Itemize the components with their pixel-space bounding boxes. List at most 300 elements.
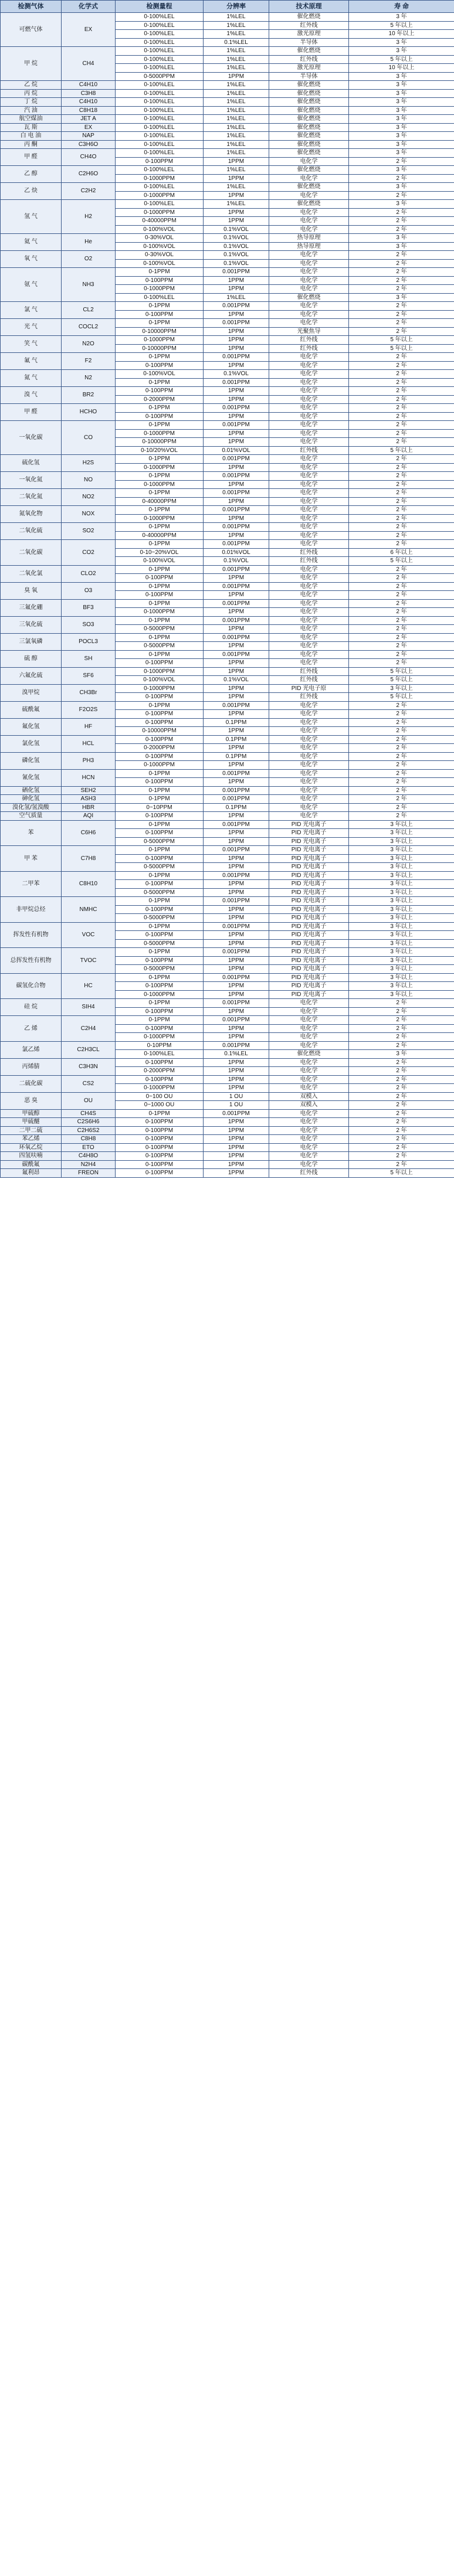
- lifetime-cell: 2 年: [349, 565, 454, 574]
- measuring-range-cell: 0-100PPM: [116, 812, 204, 821]
- lifetime-cell: 2 年: [349, 769, 454, 778]
- measuring-range-cell: 0-1000PPM: [116, 285, 204, 294]
- gas-formula-cell: N2: [62, 370, 116, 387]
- measuring-range-cell: 0-1PPM: [116, 846, 204, 855]
- technology-cell: PID 光电离子: [269, 905, 349, 914]
- lifetime-cell: 2 年: [349, 540, 454, 549]
- measuring-range-cell: 0-100%LEL: [116, 166, 204, 175]
- measuring-range-cell: 0-100%LEL: [116, 293, 204, 302]
- lifetime-cell: 5 年以上: [349, 344, 454, 353]
- gas-name-cell: 三氟化硼: [1, 599, 62, 616]
- lifetime-cell: 2 年: [349, 710, 454, 719]
- gas-spec-table: [0, 0, 454, 1178]
- resolution-cell: 0.1PPM: [204, 752, 269, 761]
- technology-cell: 电化学: [269, 361, 349, 370]
- gas-name-cell: 氦 气: [1, 234, 62, 251]
- gas-name-cell: 甲 醛: [1, 149, 62, 166]
- lifetime-cell: 2 年: [349, 531, 454, 540]
- technology-cell: 电化学: [269, 591, 349, 600]
- lifetime-cell: 2 年: [349, 497, 454, 506]
- measuring-range-cell: 0-1PPM: [116, 523, 204, 532]
- gas-name-cell: 三氯氧磷: [1, 633, 62, 650]
- lifetime-cell: 2 年: [349, 599, 454, 608]
- gas-name-cell: 二氧化硫: [1, 523, 62, 540]
- gas-name-cell: 恶 臭: [1, 1092, 62, 1109]
- technology-cell: 电化学: [269, 463, 349, 472]
- resolution-cell: 0.001PPM: [204, 1041, 269, 1050]
- lifetime-cell: 2 年: [349, 251, 454, 260]
- table-row: [1, 47, 454, 56]
- measuring-range-cell: 0-100%LEL: [116, 47, 204, 56]
- lifetime-cell: 2 年: [349, 701, 454, 710]
- table-row: [1, 633, 454, 642]
- technology-cell: 催化燃烧: [269, 149, 349, 158]
- gas-formula-cell: ETO: [62, 1143, 116, 1152]
- resolution-cell: 1PPM: [204, 174, 269, 183]
- column-header-lifetime: 寿 命: [349, 1, 454, 13]
- table-row: [1, 582, 454, 591]
- resolution-cell: 0.001PPM: [204, 769, 269, 778]
- resolution-cell: 1PPM: [204, 812, 269, 821]
- measuring-range-cell: 0-10000PPM: [116, 727, 204, 736]
- measuring-range-cell: 0-100PPM: [116, 752, 204, 761]
- lifetime-cell: 2 年: [349, 395, 454, 404]
- measuring-range-cell: 0-1000PPM: [116, 429, 204, 438]
- technology-cell: 电化学: [269, 565, 349, 574]
- table-row: [1, 472, 454, 481]
- resolution-cell: 1PPM: [204, 276, 269, 285]
- table-row: [1, 106, 454, 115]
- measuring-range-cell: 0-1PPM: [116, 795, 204, 804]
- resolution-cell: 1PPM: [204, 344, 269, 353]
- technology-cell: PID 光电离子: [269, 846, 349, 855]
- lifetime-cell: 2 年: [349, 191, 454, 200]
- lifetime-cell: 2 年: [349, 489, 454, 498]
- table-row: [1, 599, 454, 608]
- gas-name-cell: 硫 醇: [1, 650, 62, 667]
- technology-cell: 电化学: [269, 744, 349, 753]
- lifetime-cell: 3 年以上: [349, 939, 454, 948]
- table-row: [1, 803, 454, 812]
- gas-name-cell: 航空煤油: [1, 115, 62, 124]
- lifetime-cell: 2 年: [349, 795, 454, 804]
- table-row: [1, 234, 454, 243]
- measuring-range-cell: 0-100PPM: [116, 659, 204, 668]
- gas-formula-cell: BR2: [62, 387, 116, 404]
- resolution-cell: 0.1%VOL: [204, 242, 269, 251]
- lifetime-cell: 2 年: [349, 378, 454, 387]
- gas-formula-cell: NO2: [62, 489, 116, 506]
- table-row: [1, 1041, 454, 1050]
- gas-name-cell: 氯乙烯: [1, 1041, 62, 1058]
- measuring-range-cell: 0-1000PPM: [116, 1033, 204, 1042]
- table-row: [1, 523, 454, 532]
- gas-formula-cell: HCN: [62, 769, 116, 786]
- gas-name-cell: 二氧化碳: [1, 540, 62, 566]
- measuring-range-cell: 0-100PPM: [116, 718, 204, 727]
- measuring-range-cell: 0-1000PPM: [116, 990, 204, 999]
- lifetime-cell: 6 年以上: [349, 548, 454, 557]
- gas-formula-cell: SH: [62, 650, 116, 667]
- table-row: [1, 319, 454, 328]
- resolution-cell: 1PPM: [204, 1075, 269, 1084]
- measuring-range-cell: 0-1PPM: [116, 922, 204, 931]
- measuring-range-cell: 0-5000PPM: [116, 625, 204, 634]
- gas-name-cell: 甲 烷: [1, 47, 62, 81]
- technology-cell: 电化学: [269, 412, 349, 421]
- technology-cell: 电化学: [269, 659, 349, 668]
- lifetime-cell: 3 年以上: [349, 897, 454, 906]
- lifetime-cell: 5 年以上: [349, 1169, 454, 1178]
- technology-cell: 电化学: [269, 455, 349, 464]
- technology-cell: 红外线: [269, 548, 349, 557]
- gas-name-cell: 氮 气: [1, 370, 62, 387]
- technology-cell: 电化学: [269, 174, 349, 183]
- table-row: [1, 183, 454, 192]
- lifetime-cell: 2 年: [349, 438, 454, 447]
- table-row: [1, 820, 454, 829]
- gas-name-cell: 溴 气: [1, 387, 62, 404]
- resolution-cell: 1PPM: [204, 727, 269, 736]
- measuring-range-cell: 0-100%LEL: [116, 21, 204, 30]
- measuring-range-cell: 0-10000PPM: [116, 327, 204, 336]
- column-header-gas: 检测气体: [1, 1, 62, 13]
- table-header-row: [1, 1, 454, 13]
- technology-cell: 电化学: [269, 625, 349, 634]
- measuring-range-cell: 0-100%VOL: [116, 676, 204, 685]
- lifetime-cell: 2 年: [349, 803, 454, 812]
- technology-cell: PID 光电离子: [269, 990, 349, 999]
- technology-cell: 电化学: [269, 514, 349, 523]
- technology-cell: 电化学: [269, 727, 349, 736]
- table-row: [1, 812, 454, 821]
- technology-cell: PID 光电离子: [269, 982, 349, 991]
- resolution-cell: 0.001PPM: [204, 565, 269, 574]
- technology-cell: 电化学: [269, 540, 349, 549]
- measuring-range-cell: 0-10000PPM: [116, 344, 204, 353]
- technology-cell: 电化学: [269, 803, 349, 812]
- resolution-cell: 1PPM: [204, 761, 269, 770]
- technology-cell: 电化学: [269, 353, 349, 362]
- lifetime-cell: 2 年: [349, 327, 454, 336]
- measuring-range-cell: 0-100%LEL: [116, 98, 204, 107]
- gas-formula-cell: JET A: [62, 115, 116, 124]
- gas-formula-cell: N2H4: [62, 1160, 116, 1169]
- technology-cell: 红外线: [269, 557, 349, 566]
- resolution-cell: 1PPM: [204, 429, 269, 438]
- resolution-cell: 1PPM: [204, 965, 269, 974]
- measuring-range-cell: 0-100%LEL: [116, 132, 204, 141]
- lifetime-cell: 2 年: [349, 353, 454, 362]
- gas-name-cell: 甲 苯: [1, 846, 62, 872]
- measuring-range-cell: 0-100PPM: [116, 880, 204, 889]
- technology-cell: 催化燃烧: [269, 81, 349, 90]
- lifetime-cell: 2 年: [349, 404, 454, 413]
- technology-cell: 电化学: [269, 1118, 349, 1127]
- resolution-cell: 1PPM: [204, 684, 269, 693]
- measuring-range-cell: 0-1PPM: [116, 973, 204, 982]
- resolution-cell: 0.001PPM: [204, 897, 269, 906]
- measuring-range-cell: 0-100PPM: [116, 310, 204, 319]
- measuring-range-cell: 0-1PPM: [116, 540, 204, 549]
- gas-name-cell: 碳氢化合物: [1, 973, 62, 999]
- resolution-cell: 1PPM: [204, 914, 269, 923]
- measuring-range-cell: 0-1PPM: [116, 455, 204, 464]
- resolution-cell: 1PPM: [204, 395, 269, 404]
- gas-name-cell: 非甲烷总烃: [1, 897, 62, 923]
- technology-cell: 电化学: [269, 302, 349, 311]
- measuring-range-cell: 0-100PPM: [116, 982, 204, 991]
- lifetime-cell: 2 年: [349, 591, 454, 600]
- measuring-range-cell: 0-100%LEL: [116, 123, 204, 132]
- resolution-cell: 0.1PPM: [204, 735, 269, 744]
- resolution-cell: 1PPM: [204, 837, 269, 846]
- measuring-range-cell: 0-100PPM: [116, 1160, 204, 1169]
- table-row: [1, 268, 454, 277]
- table-row: [1, 1126, 454, 1135]
- gas-name-cell: 瓦 斯: [1, 123, 62, 132]
- technology-cell: 电化学: [269, 633, 349, 642]
- technology-cell: 电化学: [269, 387, 349, 396]
- gas-formula-cell: SIH4: [62, 999, 116, 1016]
- gas-formula-cell: HCHO: [62, 404, 116, 421]
- measuring-range-cell: 0-1PPM: [116, 353, 204, 362]
- gas-formula-cell: FREON: [62, 1169, 116, 1178]
- technology-cell: 催化燃烧: [269, 166, 349, 175]
- technology-cell: 电化学: [269, 1143, 349, 1152]
- gas-name-cell: 氢 气: [1, 200, 62, 234]
- lifetime-cell: 2 年: [349, 812, 454, 821]
- resolution-cell: 1%LEL: [204, 64, 269, 73]
- table-row: [1, 540, 454, 549]
- technology-cell: 电化学: [269, 1033, 349, 1042]
- technology-cell: PID 光电离子: [269, 880, 349, 889]
- measuring-range-cell: 0-40000PPM: [116, 217, 204, 226]
- table-row: [1, 1135, 454, 1144]
- lifetime-cell: 2 年: [349, 1084, 454, 1093]
- measuring-range-cell: 0-1000PPM: [116, 608, 204, 617]
- technology-cell: 电化学: [269, 404, 349, 413]
- resolution-cell: 0.1%LEL: [204, 38, 269, 47]
- gas-formula-cell: O3: [62, 582, 116, 599]
- gas-name-cell: 氮氧化物: [1, 506, 62, 523]
- gas-name-cell: 硒化氢: [1, 786, 62, 795]
- table-row: [1, 1016, 454, 1025]
- lifetime-cell: 2 年: [349, 1152, 454, 1161]
- gas-formula-cell: HBR: [62, 803, 116, 812]
- gas-formula-cell: F2O2S: [62, 701, 116, 718]
- technology-cell: 催化燃烧: [269, 98, 349, 107]
- lifetime-cell: 2 年: [349, 999, 454, 1008]
- gas-name-cell: 溴化氢/氢溴酸: [1, 803, 62, 812]
- lifetime-cell: 2 年: [349, 429, 454, 438]
- lifetime-cell: 2 年: [349, 582, 454, 591]
- gas-formula-cell: C7H8: [62, 846, 116, 872]
- measuring-range-cell: 0-100%LEL: [116, 200, 204, 209]
- technology-cell: 电化学: [269, 531, 349, 540]
- gas-formula-cell: C3H6O: [62, 140, 116, 149]
- gas-name-cell: 碳酰氟: [1, 1160, 62, 1169]
- resolution-cell: 0.001PPM: [204, 999, 269, 1008]
- table-row: [1, 735, 454, 744]
- resolution-cell: 1%LEL: [204, 183, 269, 192]
- gas-name-cell: 空气质量: [1, 812, 62, 821]
- technology-cell: PID 光电离子: [269, 956, 349, 965]
- measuring-range-cell: 0-100PPM: [116, 735, 204, 744]
- measuring-range-cell: 0-10~20%VOL: [116, 548, 204, 557]
- resolution-cell: 1PPM: [204, 438, 269, 447]
- measuring-range-cell: 0-1PPM: [116, 650, 204, 659]
- gas-name-cell: 丁 烷: [1, 98, 62, 107]
- technology-cell: 催化燃烧: [269, 123, 349, 132]
- resolution-cell: 0.001PPM: [204, 846, 269, 855]
- technology-cell: 电化学: [269, 157, 349, 166]
- gas-name-cell: 白 电 油: [1, 132, 62, 141]
- resolution-cell: 1PPM: [204, 693, 269, 702]
- technology-cell: 电化学: [269, 395, 349, 404]
- technology-cell: 电化学: [269, 1041, 349, 1050]
- measuring-range-cell: 0-100%VOL: [116, 370, 204, 379]
- measuring-range-cell: 0-1PPM: [116, 506, 204, 515]
- table-row: [1, 1109, 454, 1118]
- technology-cell: 电化学: [269, 310, 349, 319]
- gas-formula-cell: VOC: [62, 922, 116, 948]
- technology-cell: 电化学: [269, 370, 349, 379]
- resolution-cell: 0.001PPM: [204, 540, 269, 549]
- measuring-range-cell: 0-100PPM: [116, 1024, 204, 1033]
- table-row: [1, 752, 454, 761]
- gas-formula-cell: He: [62, 234, 116, 251]
- gas-formula-cell: CH4S: [62, 1109, 116, 1118]
- resolution-cell: 1PPM: [204, 514, 269, 523]
- table-row: [1, 387, 454, 396]
- resolution-cell: 1PPM: [204, 1169, 269, 1178]
- table-row: [1, 667, 454, 676]
- measuring-range-cell: 0-1PPM: [116, 769, 204, 778]
- lifetime-cell: 3 年: [349, 115, 454, 124]
- gas-name-cell: 氯 气: [1, 302, 62, 319]
- measuring-range-cell: 0-30%VOL: [116, 251, 204, 260]
- measuring-range-cell: 0-100PPM: [116, 778, 204, 787]
- measuring-range-cell: 0-1PPM: [116, 616, 204, 625]
- technology-cell: 双模入: [269, 1101, 349, 1110]
- gas-name-cell: 乙 醇: [1, 166, 62, 183]
- gas-sensor-spec-sheet: [0, 0, 454, 1178]
- measuring-range-cell: 0-5000PPM: [116, 965, 204, 974]
- gas-name-cell: 磷化氢: [1, 752, 62, 769]
- measuring-range-cell: 0-1PPM: [116, 404, 204, 413]
- resolution-cell: 1%LEL: [204, 98, 269, 107]
- measuring-range-cell: 0-100PPM: [116, 1143, 204, 1152]
- measuring-range-cell: 0-100PPM: [116, 387, 204, 396]
- measuring-range-cell: 0-1PPM: [116, 820, 204, 829]
- measuring-range-cell: 0-100%VOL: [116, 557, 204, 566]
- lifetime-cell: 3 年以上: [349, 990, 454, 999]
- technology-cell: 电化学: [269, 225, 349, 234]
- gas-formula-cell: SO2: [62, 523, 116, 540]
- gas-formula-cell: OU: [62, 1092, 116, 1109]
- table-row: [1, 89, 454, 98]
- technology-cell: 催化燃烧: [269, 47, 349, 56]
- lifetime-cell: 2 年: [349, 786, 454, 795]
- resolution-cell: 0.01%VOL: [204, 548, 269, 557]
- measuring-range-cell: 0-1000PPM: [116, 684, 204, 693]
- resolution-cell: 1PPM: [204, 710, 269, 719]
- table-row: [1, 565, 454, 574]
- technology-cell: 红外线: [269, 693, 349, 702]
- table-row: [1, 871, 454, 880]
- table-row: [1, 353, 454, 362]
- technology-cell: 电化学: [269, 429, 349, 438]
- technology-cell: 催化燃烧: [269, 13, 349, 22]
- gas-formula-cell: C4H10: [62, 98, 116, 107]
- lifetime-cell: 2 年: [349, 1058, 454, 1067]
- gas-formula-cell: C8H10: [62, 871, 116, 897]
- lifetime-cell: 2 年: [349, 642, 454, 651]
- technology-cell: 电化学: [269, 1109, 349, 1118]
- gas-name-cell: 汽 油: [1, 106, 62, 115]
- gas-name-cell: 笑 气: [1, 336, 62, 353]
- gas-name-cell: 甲 醛: [1, 404, 62, 421]
- lifetime-cell: 5 年以上: [349, 557, 454, 566]
- gas-name-cell: 丙 酮: [1, 140, 62, 149]
- technology-cell: 电化学: [269, 769, 349, 778]
- lifetime-cell: 2 年: [349, 276, 454, 285]
- gas-formula-cell: NOX: [62, 506, 116, 523]
- gas-formula-cell: C8H8: [62, 1135, 116, 1144]
- gas-formula-cell: CS2: [62, 1075, 116, 1092]
- lifetime-cell: 3 年: [349, 72, 454, 81]
- technology-cell: 电化学: [269, 285, 349, 294]
- gas-formula-cell: EX: [62, 123, 116, 132]
- technology-cell: 电化学: [269, 710, 349, 719]
- table-row: [1, 650, 454, 659]
- measuring-range-cell: 0-100%LEL: [116, 183, 204, 192]
- lifetime-cell: 2 年: [349, 208, 454, 217]
- gas-name-cell: 二甲二硫: [1, 1126, 62, 1135]
- measuring-range-cell: 0-1PPM: [116, 897, 204, 906]
- table-row: [1, 421, 454, 430]
- gas-formula-cell: NAP: [62, 132, 116, 141]
- technology-cell: 红外线: [269, 21, 349, 30]
- lifetime-cell: 2 年: [349, 302, 454, 311]
- measuring-range-cell: 0-1PPM: [116, 701, 204, 710]
- gas-name-cell: 硅 烷: [1, 999, 62, 1016]
- resolution-cell: 0.001PPM: [204, 582, 269, 591]
- technology-cell: 电化学: [269, 208, 349, 217]
- resolution-cell: 1PPM: [204, 1058, 269, 1067]
- technology-cell: 电化学: [269, 1126, 349, 1135]
- resolution-cell: 1PPM: [204, 72, 269, 81]
- lifetime-cell: 3 年以上: [349, 905, 454, 914]
- gas-name-cell: 氧 气: [1, 251, 62, 268]
- measuring-range-cell: 0-1PPM: [116, 565, 204, 574]
- technology-cell: 红外线: [269, 446, 349, 455]
- lifetime-cell: 2 年: [349, 1016, 454, 1025]
- measuring-range-cell: 0-100PPM: [116, 905, 204, 914]
- gas-name-cell: 二硫化碳: [1, 1075, 62, 1092]
- measuring-range-cell: 0-100%LEL: [116, 38, 204, 47]
- lifetime-cell: 3 年以上: [349, 965, 454, 974]
- lifetime-cell: 2 年: [349, 633, 454, 642]
- resolution-cell: 1 OU: [204, 1101, 269, 1110]
- gas-formula-cell: HC: [62, 973, 116, 999]
- measuring-range-cell: 0-1PPM: [116, 871, 204, 880]
- measuring-range-cell: 0~10PPM: [116, 803, 204, 812]
- measuring-range-cell: 0-2000PPM: [116, 744, 204, 753]
- measuring-range-cell: 0-10PPM: [116, 1041, 204, 1050]
- lifetime-cell: 2 年: [349, 285, 454, 294]
